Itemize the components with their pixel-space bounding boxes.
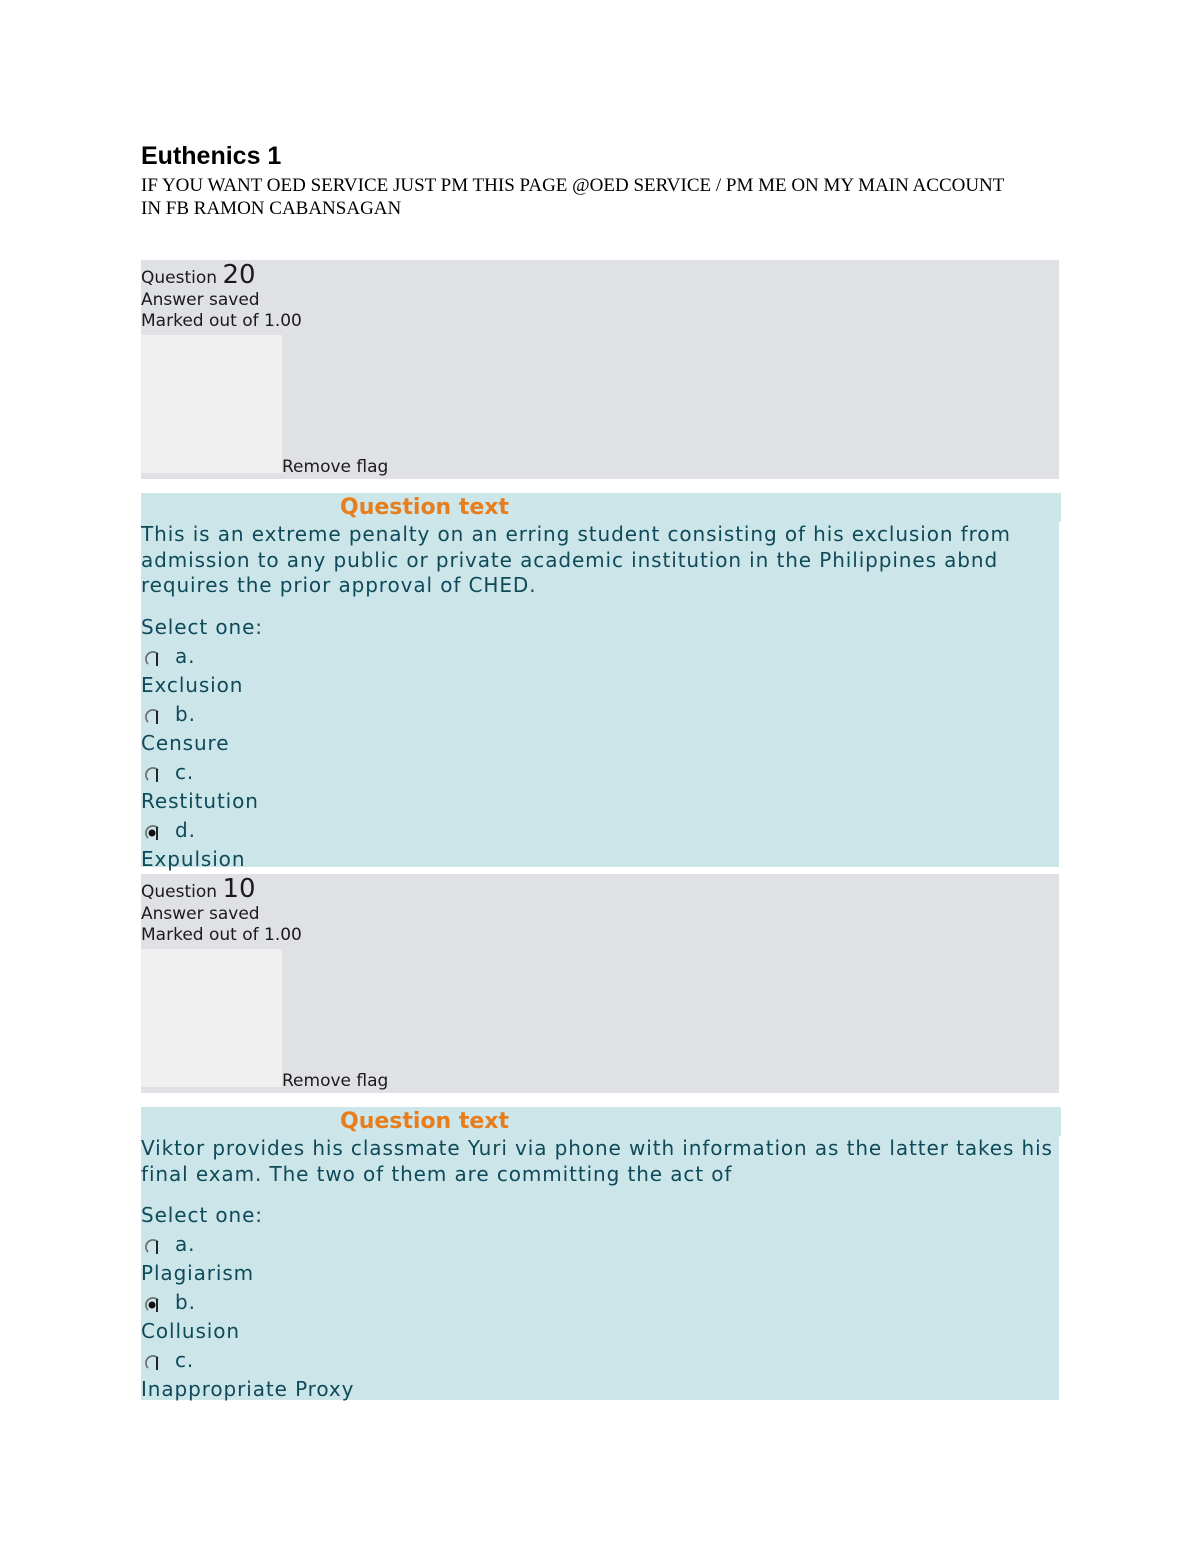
answer-option-row bbox=[141, 1344, 1059, 1376]
document-page bbox=[141, 140, 1059, 1401]
radio-icon[interactable] bbox=[143, 1237, 163, 1257]
option-text[interactable]: Inappropriate Proxy bbox=[141, 1377, 355, 1401]
radio-icon[interactable] bbox=[143, 765, 163, 785]
select-one-label: Select one: bbox=[141, 614, 263, 639]
option-letter: c. bbox=[175, 759, 195, 784]
question-body bbox=[141, 522, 1059, 872]
question-label: Question bbox=[141, 268, 218, 288]
radio-icon[interactable] bbox=[143, 707, 163, 727]
option-letter: d. bbox=[175, 817, 196, 842]
remove-flag-link[interactable]: Remove flag bbox=[282, 457, 389, 477]
option-text[interactable]: Censure bbox=[141, 730, 230, 755]
document-subtitle: IF YOU WANT OED SERVICE JUST PM THIS PAGE @OED SERVICE / PM ME ON MY MAIN ACCOUNT IN FB RAMON CABANSAGAN bbox=[141, 175, 1005, 219]
document-title: Euthenics 1 bbox=[141, 142, 282, 170]
option-letter: a. bbox=[175, 643, 196, 668]
option-text[interactable]: Restitution bbox=[141, 788, 259, 813]
info-left-column bbox=[141, 335, 282, 473]
question-info-panel bbox=[141, 874, 1059, 1093]
option-letter: b. bbox=[175, 701, 196, 726]
question-text-panel bbox=[141, 493, 1059, 871]
radio-selected-icon[interactable] bbox=[143, 1295, 163, 1315]
radio-icon[interactable] bbox=[143, 649, 163, 669]
answer-option-row bbox=[141, 698, 1059, 730]
question-label: Question bbox=[141, 882, 218, 902]
question-info-panel bbox=[141, 260, 1059, 479]
question-number: 10 bbox=[222, 874, 256, 904]
answer-options bbox=[141, 1228, 1059, 1402]
answer-option-row bbox=[141, 1286, 1059, 1318]
info-left-column bbox=[141, 949, 282, 1087]
question-heading bbox=[141, 874, 302, 904]
select-one-label: Select one: bbox=[141, 1203, 263, 1227]
option-text[interactable]: Plagiarism bbox=[141, 1261, 255, 1285]
question-text-heading: Question text bbox=[340, 1107, 1061, 1136]
question-number: 20 bbox=[222, 260, 256, 290]
question-text-heading: Question text bbox=[340, 493, 1061, 522]
question-body bbox=[141, 1136, 1059, 1402]
question-heading bbox=[141, 260, 302, 290]
option-text[interactable]: Expulsion bbox=[141, 846, 246, 871]
answer-option-row bbox=[141, 814, 1059, 846]
option-letter: c. bbox=[175, 1348, 195, 1372]
radio-icon[interactable] bbox=[143, 1353, 163, 1373]
question-prompt: Viktor provides his classmate Yuri via phone with information as the latter takes his final exam. The two of them are committing the act of bbox=[141, 1136, 1053, 1186]
answer-option-row bbox=[141, 1228, 1059, 1260]
marks-info: Marked out of 1.00 bbox=[141, 311, 302, 331]
question-prompt: This is an extreme penalty on an erring student consisting of his exclusion from admission to any public or private academic institution in the Philippines abnd requires the prior approval of CHED. bbox=[141, 522, 1011, 597]
option-text[interactable]: Exclusion bbox=[141, 672, 244, 697]
marks-info: Marked out of 1.00 bbox=[141, 925, 302, 945]
option-text[interactable]: Collusion bbox=[141, 1319, 240, 1343]
option-letter: b. bbox=[175, 1290, 196, 1314]
answer-status: Answer saved bbox=[141, 290, 260, 310]
remove-flag-link[interactable]: Remove flag bbox=[282, 1071, 389, 1091]
answer-option-row bbox=[141, 756, 1059, 788]
question-meta bbox=[141, 874, 302, 946]
question-text-panel bbox=[141, 1107, 1059, 1400]
radio-selected-icon[interactable] bbox=[143, 823, 163, 843]
answer-option-row bbox=[141, 640, 1059, 672]
question-meta bbox=[141, 260, 302, 332]
answer-status: Answer saved bbox=[141, 904, 260, 924]
answer-options bbox=[141, 640, 1059, 872]
option-letter: a. bbox=[175, 1232, 196, 1256]
